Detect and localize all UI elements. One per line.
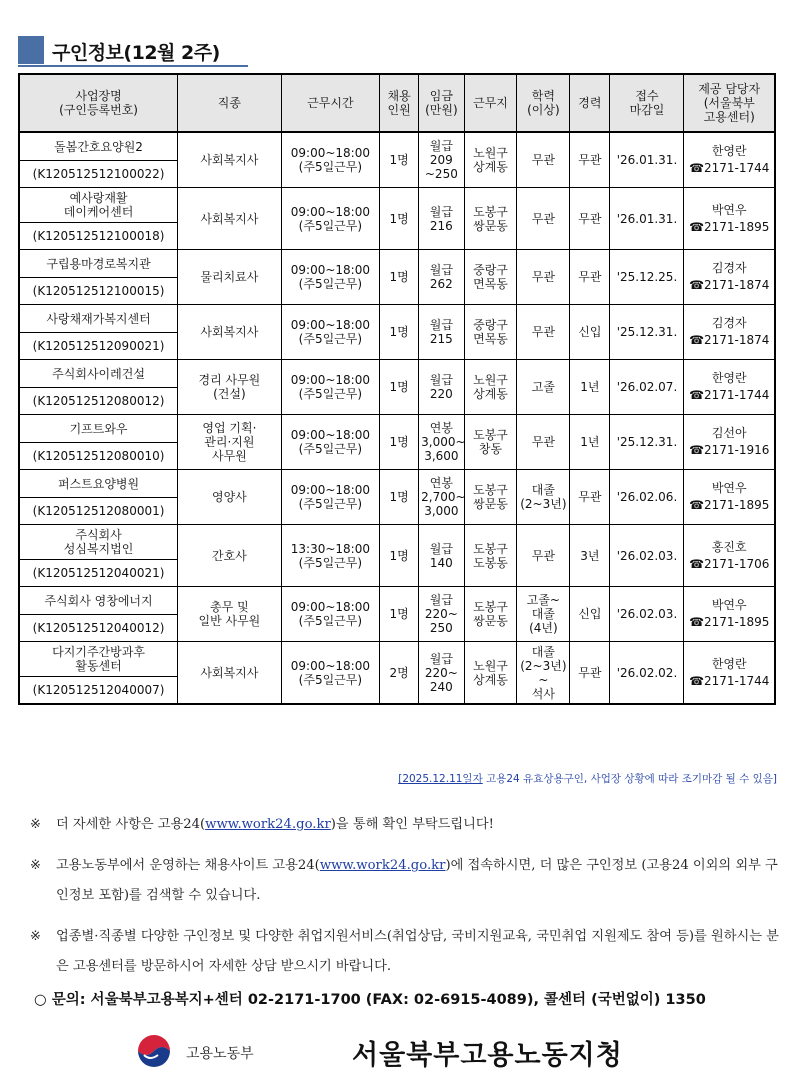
wage: 월급 262 xyxy=(419,250,464,305)
reference-mark-icon: ※ xyxy=(30,929,42,944)
table-row xyxy=(19,188,775,223)
work-place: 도봉구 창동 xyxy=(464,415,517,470)
education: 고졸~ 대졸 (4년) xyxy=(517,587,570,642)
registration-number: (K120512512080001) xyxy=(19,498,178,525)
header-experience: 경력 xyxy=(570,74,610,132)
work24-link[interactable]: www.work24.go.kr xyxy=(319,858,446,873)
manager-cell xyxy=(684,188,775,250)
wage: 월급 216 xyxy=(419,188,464,250)
work-hours: 09:00~18:00 (주5일근무) xyxy=(281,305,379,360)
company-name: 주식회사이레건설 xyxy=(19,360,178,388)
reference-mark-icon: ※ xyxy=(30,817,42,832)
experience: 1년 xyxy=(570,360,610,415)
hire-count: 1명 xyxy=(380,132,419,188)
job-type: 총무 및 일반 사무원 xyxy=(178,587,282,642)
work-hours: 09:00~18:00 (주5일근무) xyxy=(281,470,379,525)
wage: 월급 140 xyxy=(419,525,464,587)
notice-item xyxy=(30,922,780,982)
table-row xyxy=(19,415,775,443)
deadline: '26.02.03. xyxy=(610,587,684,642)
table-body xyxy=(19,132,775,704)
manager-name: 박연우 xyxy=(711,202,747,217)
deadline: '26.02.06. xyxy=(610,470,684,525)
job-type: 영양사 xyxy=(178,470,282,525)
education: 무관 xyxy=(517,188,570,250)
company-name: 기프트와우 xyxy=(19,415,178,443)
hire-count: 1명 xyxy=(380,305,419,360)
header-wage: 임금 (만원) xyxy=(419,74,464,132)
manager-cell xyxy=(684,470,775,525)
work-hours: 09:00~18:00 (주5일근무) xyxy=(281,360,379,415)
work-place: 도봉구 쌍문동 xyxy=(464,470,517,525)
manager-phone: ☎2171-1744 xyxy=(689,388,770,402)
deadline: '26.01.31. xyxy=(610,132,684,188)
wage: 월급 220 xyxy=(419,360,464,415)
page-title: 구인정보(12월 2주) xyxy=(52,42,220,64)
header-manager: 제공 담당자 (서울북부 고용센터) xyxy=(684,74,775,132)
contact-info: ○ 문의: 서울북부고용복지+센터 02-2171-1700 (FAX: 02-6915-4089), 콜센터 (국번없이) 1350 xyxy=(34,992,706,1008)
registration-number: (K120512512080012) xyxy=(19,388,178,415)
manager-phone: ☎2171-1706 xyxy=(689,556,770,571)
header-hours: 근무시간 xyxy=(281,74,379,132)
hire-count: 1명 xyxy=(380,587,419,642)
hire-count: 1명 xyxy=(380,188,419,250)
deadline: '25.12.25. xyxy=(610,250,684,305)
manager-cell xyxy=(684,587,775,642)
work-place: 도봉구 쌍문동 xyxy=(464,188,517,250)
work-place: 도봉구 쌍문동 xyxy=(464,587,517,642)
table-header-row xyxy=(19,74,775,132)
work-hours: 09:00~18:00 (주5일근무) xyxy=(281,132,379,188)
header-deadline: 접수 마감일 xyxy=(610,74,684,132)
experience: 무관 xyxy=(570,188,610,250)
manager-phone: ☎2171-1874 xyxy=(689,333,770,347)
manager-name: 홍진호 xyxy=(711,539,747,554)
notice-item xyxy=(30,851,780,911)
company-name: 예사랑재활 데이케어센터 xyxy=(19,188,178,223)
title-block xyxy=(18,36,248,66)
header-job: 직종 xyxy=(178,74,282,132)
manager-phone: ☎2171-1744 xyxy=(689,673,770,688)
wage: 연봉 2,700~ 3,000 xyxy=(419,470,464,525)
work-hours: 09:00~18:00 (주5일근무) xyxy=(281,642,379,705)
table-row xyxy=(19,305,775,333)
registration-number: (K120512512040012) xyxy=(19,615,178,642)
table-row xyxy=(19,250,775,278)
wage: 연봉 3,000~ 3,600 xyxy=(419,415,464,470)
manager-phone: ☎2171-1744 xyxy=(689,161,770,175)
reference-mark-icon: ※ xyxy=(30,858,42,873)
job-type: 간호사 xyxy=(178,525,282,587)
wage: 월급 220~ 250 xyxy=(419,587,464,642)
note-date: [2025.12.11일자 xyxy=(398,773,483,785)
job-type: 사회복지사 xyxy=(178,132,282,188)
manager-cell xyxy=(684,305,775,360)
header-education: 학력 (이상) xyxy=(517,74,570,132)
header-count: 채용 인원 xyxy=(380,74,419,132)
registration-number: (K120512512100015) xyxy=(19,278,178,305)
manager-phone: ☎2171-1895 xyxy=(689,615,770,629)
manager-name: 한영란 xyxy=(711,371,747,385)
manager-cell xyxy=(684,525,775,587)
manager-name: 김경자 xyxy=(711,261,747,275)
deadline: '26.01.31. xyxy=(610,188,684,250)
education: 무관 xyxy=(517,415,570,470)
work-place: 노원구 상계동 xyxy=(464,642,517,705)
manager-name: 한영란 xyxy=(711,144,747,158)
work24-link[interactable]: www.work24.go.kr xyxy=(205,817,331,832)
education: 무관 xyxy=(517,250,570,305)
registration-number: (K120512512100018) xyxy=(19,223,178,250)
hire-count: 1명 xyxy=(380,415,419,470)
ministry-logo-icon xyxy=(134,1031,174,1071)
manager-phone: ☎2171-1916 xyxy=(689,443,770,457)
work-place: 도봉구 도봉동 xyxy=(464,525,517,587)
table-row xyxy=(19,360,775,388)
work-place: 중랑구 면목동 xyxy=(464,250,517,305)
education: 무관 xyxy=(517,525,570,587)
wage: 월급 220~ 240 xyxy=(419,642,464,705)
experience: 무관 xyxy=(570,250,610,305)
note-text: 고용24 유효상용구인, 사업장 상황에 따라 조기마감 될 수 있음] xyxy=(482,773,777,785)
hire-count: 2명 xyxy=(380,642,419,705)
registration-number: (K120512512040007) xyxy=(19,677,178,705)
company-name: 주식회사 영창에너지 xyxy=(19,587,178,615)
job-type: 영업 기획· 관리·지원 사무원 xyxy=(178,415,282,470)
work-hours: 09:00~18:00 (주5일근무) xyxy=(281,587,379,642)
logo-text: 고용노동부 xyxy=(186,1046,254,1062)
work-place: 중랑구 면목동 xyxy=(464,305,517,360)
manager-cell xyxy=(684,360,775,415)
hire-count: 1명 xyxy=(380,470,419,525)
job-table xyxy=(18,73,776,705)
header-place: 근무지 xyxy=(464,74,517,132)
work-hours: 09:00~18:00 (주5일근무) xyxy=(281,188,379,250)
footer xyxy=(0,1027,791,1077)
work-place: 노원구 상계동 xyxy=(464,132,517,188)
manager-cell xyxy=(684,250,775,305)
hire-count: 1명 xyxy=(380,250,419,305)
job-type: 사회복지사 xyxy=(178,188,282,250)
manager-name: 한영란 xyxy=(711,656,747,671)
experience: 무관 xyxy=(570,470,610,525)
experience: 1년 xyxy=(570,415,610,470)
experience: 3년 xyxy=(570,525,610,587)
hire-count: 1명 xyxy=(380,525,419,587)
education: 무관 xyxy=(517,132,570,188)
education: 고졸 xyxy=(517,360,570,415)
deadline: '26.02.07. xyxy=(610,360,684,415)
data-date-note xyxy=(398,771,777,786)
manager-phone: ☎2171-1895 xyxy=(689,219,770,234)
manager-name: 박연우 xyxy=(711,598,747,612)
registration-number: (K120512512080010) xyxy=(19,443,178,470)
manager-name: 김선아 xyxy=(711,426,747,440)
registration-number: (K120512512090021) xyxy=(19,333,178,360)
notice-text: 더 자세한 사항은 고용24( xyxy=(56,817,206,832)
company-name: 구립용마경로복지관 xyxy=(19,250,178,278)
deadline: '25.12.31. xyxy=(610,305,684,360)
office-name: 서울북부고용노동지청 xyxy=(352,1040,623,1071)
table-row xyxy=(19,525,775,560)
notice-text-tail: )을 통해 확인 부탁드립니다! xyxy=(330,817,494,832)
wage: 월급 215 xyxy=(419,305,464,360)
manager-name: 박연우 xyxy=(711,481,747,495)
job-type: 사회복지사 xyxy=(178,642,282,705)
notice-text: 업종별·직종별 다양한 구인정보 및 다양한 취업지원서비스(취업상담, 국비지원교육, 국민취업 지원제도 참여 등)를 원하시는 분은 고용센터를 방문하시어 자세한 상담 받으시기 바랍니다. xyxy=(56,929,779,974)
manager-phone: ☎2171-1895 xyxy=(689,498,770,512)
education: 무관 xyxy=(517,305,570,360)
deadline: '26.02.03. xyxy=(610,525,684,587)
company-name: 사랑채재가복지센터 xyxy=(19,305,178,333)
company-name: 퍼스트요양병원 xyxy=(19,470,178,498)
table-row xyxy=(19,642,775,677)
notice-text: 고용노동부에서 운영하는 채용사이트 고용24( xyxy=(56,858,320,873)
manager-cell xyxy=(684,642,775,705)
header-company: 사업장명 (구인등록번호) xyxy=(19,74,178,132)
manager-cell xyxy=(684,132,775,188)
experience: 무관 xyxy=(570,132,610,188)
title-underline xyxy=(18,65,248,67)
job-type: 사회복지사 xyxy=(178,305,282,360)
manager-cell xyxy=(684,415,775,470)
notice-text-tail: )에 접속하시면, 더 많은 구인정보 (고용24 이외의 외부 구인정보 포함)를 검색할 수 있습니다. xyxy=(56,858,778,903)
experience: 무관 xyxy=(570,642,610,705)
registration-number: (K120512512100022) xyxy=(19,161,178,188)
table-row xyxy=(19,587,775,615)
experience: 신입 xyxy=(570,587,610,642)
deadline: '25.12.31. xyxy=(610,415,684,470)
title-accent-bar xyxy=(18,36,44,64)
experience: 신입 xyxy=(570,305,610,360)
education: 대졸 (2~3년) xyxy=(517,470,570,525)
hire-count: 1명 xyxy=(380,360,419,415)
wage: 월급 209 ~250 xyxy=(419,132,464,188)
table-row xyxy=(19,470,775,498)
education: 대졸 (2~3년) ~ 석사 xyxy=(517,642,570,705)
work-place: 노원구 상계동 xyxy=(464,360,517,415)
work-hours: 09:00~18:00 (주5일근무) xyxy=(281,250,379,305)
notice-item xyxy=(30,810,780,840)
manager-phone: ☎2171-1874 xyxy=(689,278,770,292)
job-type: 경리 사무원 (건설) xyxy=(178,360,282,415)
registration-number: (K120512512040021) xyxy=(19,560,178,587)
table-row xyxy=(19,132,775,161)
deadline: '26.02.02. xyxy=(610,642,684,705)
notice-list xyxy=(30,810,780,993)
company-name: 주식회사 성심복지법인 xyxy=(19,525,178,560)
manager-name: 김경자 xyxy=(711,316,747,330)
work-hours: 13:30~18:00 (주5일근무) xyxy=(281,525,379,587)
work-hours: 09:00~18:00 (주5일근무) xyxy=(281,415,379,470)
company-name: 다지기주간방과후 활동센터 xyxy=(19,642,178,677)
job-type: 물리치료사 xyxy=(178,250,282,305)
company-name: 돌봄간호요양원2 xyxy=(19,132,178,161)
